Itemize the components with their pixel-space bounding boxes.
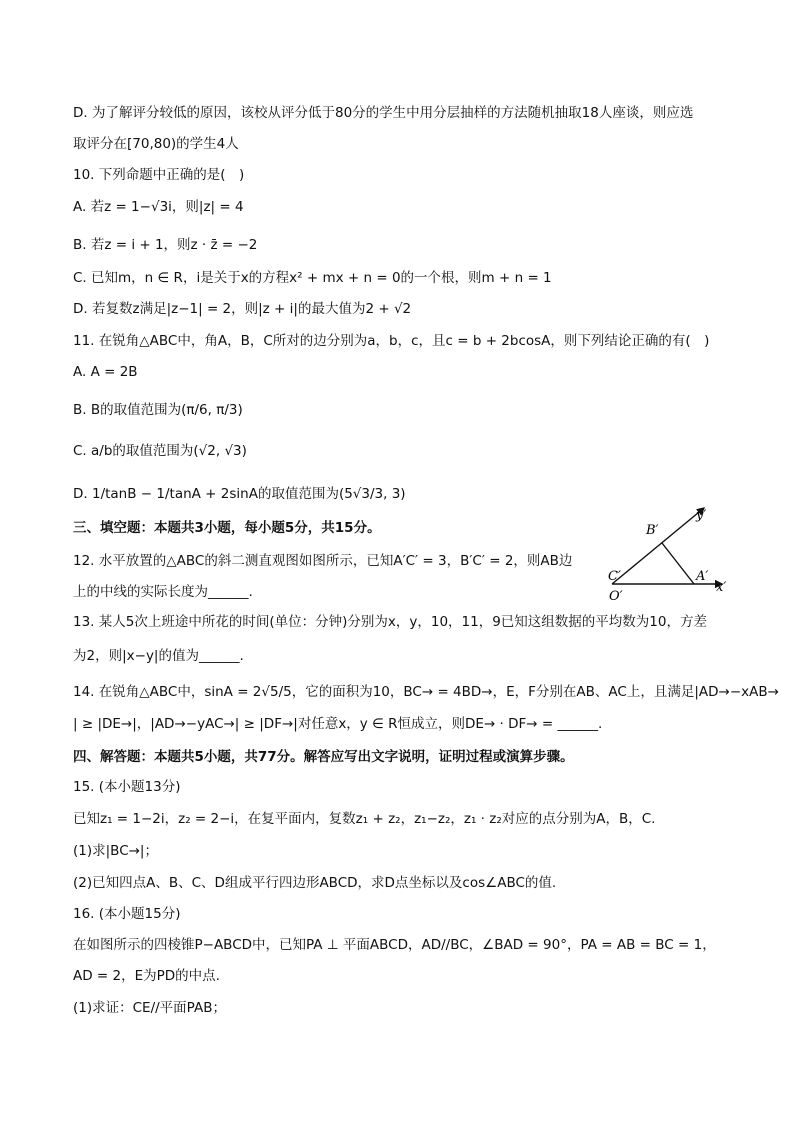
option-a: A. A = 2B xyxy=(73,364,138,380)
text-line: 为2，则|x−y|的值为______. xyxy=(73,648,244,664)
text-line: 上的中线的实际长度为______. xyxy=(73,584,253,600)
question-16-title: 16. (本小题15分) xyxy=(73,906,181,922)
question-15-title: 15. (本小题13分) xyxy=(73,779,181,795)
sub-question: (1)求证：CE//平面PAB； xyxy=(73,1000,226,1016)
question-14: 14. 在锐角△ABC中，sinA = 2√5/5，它的面积为10，BC→ = 4BD→，E，F分别在AB、AC上，且满足|AD→−xAB→ xyxy=(73,684,779,700)
text-line: 在如图所示的四棱锥P−ABCD中，已知PA ⊥ 平面ABCD，AD//BC，∠BAD = 90°，PA = AB = BC = 1， xyxy=(73,937,716,953)
option-a: A. 若z = 1−√3i，则|z| = 4 xyxy=(73,199,244,215)
section-heading: 四、解答题：本题共5小题，共77分。解答应写出文字说明，证明过程或演算步骤。 xyxy=(73,749,574,765)
oblique-axonometric-figure xyxy=(592,500,742,610)
text-line: D. 为了解评分较低的原因，该校从评分低于80分的学生中用分层抽样的方法随机抽取18人座谈，则应选 xyxy=(73,105,694,121)
option-c: C. a/b的取值范围为(√2, √3) xyxy=(73,443,247,459)
y-axis xyxy=(612,508,707,584)
option-c: C. 已知m，n ∈ R，i是关于x的方程x² + mx + n = 0的一个根，则m + n = 1 xyxy=(73,270,552,286)
section-heading: 三、填空题：本题共3小题，每小题5分，共15分。 xyxy=(73,520,381,536)
option-d: D. 1/tanB − 1/tanA + 2sinA的取值范围为(5√3/3, 3) xyxy=(73,486,406,502)
question-12: 12. 水平放置的△ABC的斜二测直观图如图所示，已知A′C′ = 3，B′C′ = 2，则AB边 xyxy=(73,553,573,569)
option-b: B. B的取值范围为(π/6, π/3) xyxy=(73,402,243,418)
sub-question: (1)求|BC→|； xyxy=(73,843,158,859)
label-b: B′ xyxy=(646,523,659,538)
option-b: B. 若z = i + 1，则z · z̄ = −2 xyxy=(73,237,258,253)
label-c: C′ xyxy=(608,569,621,584)
label-x: x′ xyxy=(716,580,727,595)
text-line: AD = 2，E为PD的中点. xyxy=(73,968,220,984)
text-line: 取评分在[70,80)的学生4人 xyxy=(73,136,239,152)
segment-ab xyxy=(662,543,694,584)
question-11: 11. 在锐角△ABC中，角A，B，C所对的边分别为a，b，c，且c = b + 2bcosA，则下列结论正确的有( ) xyxy=(73,333,710,349)
option-d: D. 若复数z满足|z−1| = 2，则|z + i|的最大值为2 + √2 xyxy=(73,301,412,317)
label-y: y′ xyxy=(696,508,707,523)
label-o: O′ xyxy=(609,589,623,604)
label-a: A′ xyxy=(696,569,709,584)
text-line: | ≥ |DE→|，|AD→−yAC→| ≥ |DF→|对任意x，y ∈ R恒成立，则DE→ · DF→ = ______. xyxy=(73,716,603,732)
sub-question: (2)已知四点A、B、C、D组成平行四边形ABCD，求D点坐标以及cos∠ABC的值. xyxy=(73,875,557,891)
question-13: 13. 某人5次上班途中所花的时间(单位：分钟)分别为x，y，10，11，9已知这组数据的平均数为10，方差 xyxy=(73,614,707,630)
question-10: 10. 下列命题中正确的是( ) xyxy=(73,167,245,183)
text-line: 已知z₁ = 1−2i，z₂ = 2−i，在复平面内，复数z₁ + z₂，z₁−z₂，z₁ · z₂对应的点分别为A，B，C. xyxy=(73,811,656,827)
